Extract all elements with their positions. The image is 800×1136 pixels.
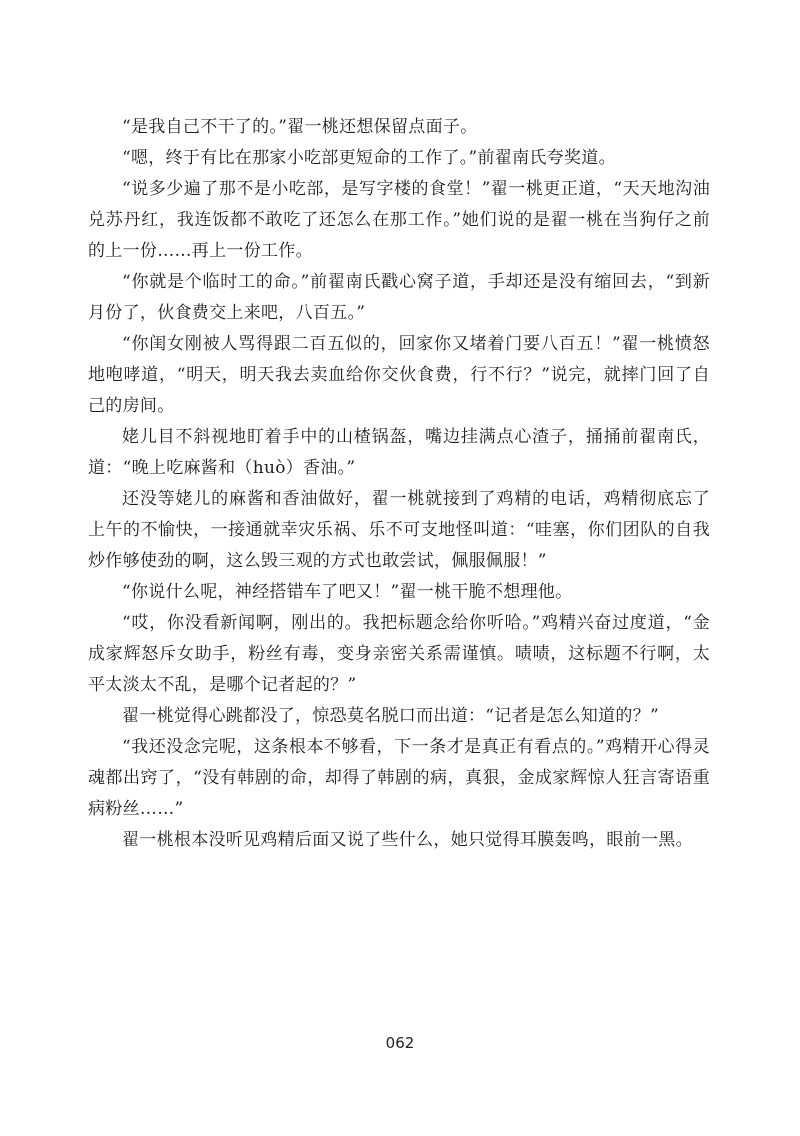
paragraph: 姥儿目不斜视地盯着手中的山楂锅盔，嘴边挂满点心渣子，捅捅前翟南氏，道：“晚上吃麻酱和（huò）香油。” [88, 427, 710, 478]
paragraph: “说多少遍了那不是小吃部，是写字楼的食堂！”翟一桃更正道，“天天地沟油兑苏丹红，我连饭都不敢吃了还怎么在那工作。”她们说的是翟一桃在当狗仔之前的上一份……再上一份工作。 [88, 179, 710, 261]
paragraph: 翟一桃觉得心跳都没了，惊恐莫名脱口而出道：“记者是怎么知道的？” [122, 706, 659, 726]
paragraph: “你就是个临时工的命。”前翟南氏戳心窝子道，手却还是没有缩回去，“到新月份了，伙食费交上来吧，八百五。” [88, 272, 710, 323]
paragraph: 还没等姥儿的麻酱和香油做好，翟一桃就接到了鸡精的电话，鸡精彻底忘了上午的不愉快，一接通就幸灾乐祸、乐不可支地怪叫道：“哇塞，你们团队的自我炒作够使劲的啊，这么毁三观的方式也敢尝试，佩服佩服！” [88, 489, 710, 571]
text-body [88, 112, 710, 856]
paragraph: “你闺女刚被人骂得跟二百五似的，回家你又堵着门要八百五！”翟一桃愤怒地咆哮道，“明天，明天我去卖血给你交伙食费，行不行？”说完，就摔门回了自己的房间。 [88, 334, 710, 416]
paragraph: “嗯，终于有比在那家小吃部更短命的工作了。”前翟南氏夸奖道。 [122, 148, 616, 168]
page-number: 062 [385, 1034, 415, 1052]
paragraph: “你说什么呢，神经搭错车了吧又！”翟一桃干脆不想理他。 [122, 582, 573, 602]
paragraph: “哎，你没看新闻啊，刚出的。我把标题念给你听哈。”鸡精兴奋过度道，“金成家辉怒斥女助手，粉丝有毒，变身亲密关系需谨慎。啧啧，这标题不行啊，太平太淡太不乱，是哪个记者起的？” [88, 613, 710, 695]
paragraph: 翟一桃根本没听见鸡精后面又说了些什么，她只觉得耳膜轰鸣，眼前一黑。 [122, 830, 693, 850]
paragraph: “是我自己不干了的。”翟一桃还想保留点面子。 [122, 117, 478, 137]
paragraph: “我还没念完呢，这条根本不够看，下一条才是真正有看点的。”鸡精开心得灵魂都出窍了，“没有韩剧的命，却得了韩剧的病，真狠，金成家辉惊人狂言寄语重病粉丝……” [88, 737, 710, 819]
